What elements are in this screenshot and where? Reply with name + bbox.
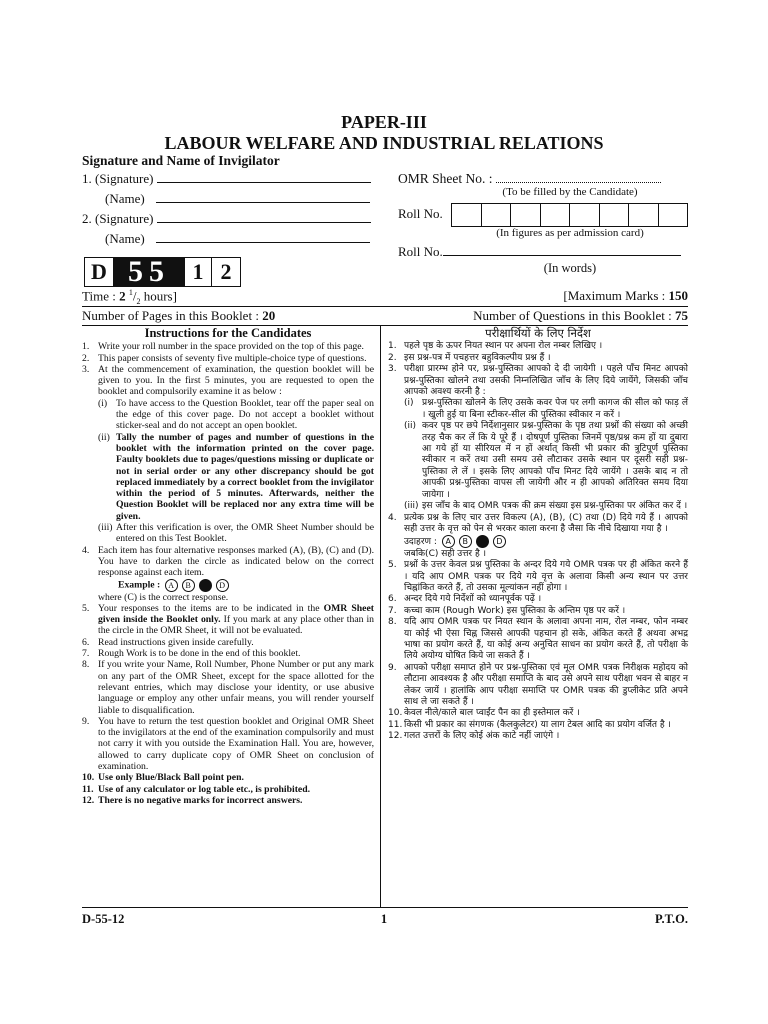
exam-time: Time : 2 $^1/_2$ hours] [82, 288, 177, 306]
paper-title: PAPER-III [341, 112, 427, 132]
pages-count: Number of Pages in this Booklet : 20 [82, 308, 276, 323]
code-series: D [85, 258, 114, 286]
instruction-5: 5. Your responses to the items are to be indicated in the OMR Sheet given inside the Booklet only. If you mark at any place other than in the circle in the OMR Sheet, it will not be evaluated. [82, 602, 374, 637]
instructions-english-heading: Instructions for the Candidates [144, 326, 312, 340]
roll-number-boxes[interactable] [451, 203, 688, 227]
instruction-8: 8. If you write your Name, Roll Number, Phone Number or put any mark on any part of the OMR Sheet, except for the space allotted for the relevant entries, which may disclose your identity, or use abusive language or employ any other unfair means, you will render yourself liable to disqualification. [82, 659, 374, 716]
subject-title: LABOUR WELFARE AND INDUSTRIAL RELATIONS [164, 133, 604, 153]
hindi-instruction-6: 6. अन्दर दिये गये निर्देशों को ध्यानपूर्वक पढ़ें । [388, 594, 542, 605]
hindi-instruction-8: 8. यदि आप OMR पत्रक पर नियत स्थान के अलावा अपना नाम, रोल नम्बर, फोन नम्बर या कोई भी ऐसा चिह्न जिससे आपकी पहचान हो सके, अंकित करते हैं अथवा अभद्र भाषा का प्रयोग करते हैं, या कोई अन्य अनुचित साधन का प्रयोग करते हैं, तो परीक्षा के लिये अयोग्य घोषित किये जा सकते हैं । [388, 617, 688, 662]
instruction-4: 4. Each item has four alternative responses marked (A), (B), (C) and (D). You have to darken the circle as indicated below on the correct response against each item. Example : A B D where (C) is the correct response. [82, 544, 374, 603]
hindi-instruction-9: 9. आपको परीक्षा समाप्त होने पर प्रश्न-पुस्तिका एवं मूल OMR पत्रक निरीक्षक महोदय को लौटाना आवश्यक है और परीक्षा समाप्ति के बाद उसे अपने साथ परीक्षा भवन से बाहर न लेकर जायें । हालांकि आप परीक्षा समाप्ति पर OMR पत्रक की डुप्लीकेट प्रति अपने साथ ले जा सकते हैं । [388, 662, 688, 707]
instruction-9: 9. You have to return the test question booklet and Original OMR Sheet to the invigilators at the end of the examination compulsorily and must not carry it with you outside the Examination Hall. You are, however, allowed to carry duplicate copy of OMR Sheet on conclusion of examination. [82, 715, 374, 772]
instructions-english [82, 328, 374, 806]
instruction-1: 1. Write your roll number in the space provided on the top of this page. [82, 341, 364, 353]
hindi-instruction-3-iii: (iii) इस जाँच के बाद OMR पत्रक की क्रम संख्या इस प्रश्न-पुस्तिका पर अंकित कर दें । [404, 501, 688, 512]
roll-number-label: Roll No. [398, 206, 443, 221]
instruction-7: 7. Rough Work is to be done in the end of this booklet. [82, 648, 301, 660]
pto-label: P.T.O. [655, 912, 688, 926]
hindi-instruction-5: 5. प्रश्नों के उत्तर केवल प्रश्न पुस्तिका के अन्दर दिये गये OMR पत्रक पर ही अंकित करने हैं । यदि आप OMR पत्रक पर दिये गये वृत्त के अलावा किसी अन्य स्थान पर उत्तर चिह्नांकित करते हैं, तो उसका मूल्यांकन नहीं होगा । [388, 560, 688, 593]
instruction-3-ii: (ii) Tally the number of pages and number of questions in the booklet with the information printed on the cover page. Faulty booklets due to pages/questions missing or duplicate or not in serial order or any other discrepancy should be got replaced immediately by a correct booklet from the invigilator within the period of 5 minutes. Afterwards, neither the Question Booklet will be replaced nor any extra time will be given. [98, 431, 374, 522]
omr-sheet-number: OMR Sheet No. : [398, 171, 661, 187]
roll-words-note: (In words) [543, 261, 597, 275]
hindi-instruction-3: 3. परीक्षा प्रारम्भ होने पर, प्रश्न-पुस्तिका आपको दे दी जायेगी । पहले पाँच मिनट आपको प्रश्न-पुस्तिका खोलने तथा उसकी निम्नलिखित जाँच के लिए दिये जायेंगे, जिसकी जाँच आपको अवश्य करनी है : (i) प्रश्न-पुस्तिका खोलने के लिए उसके कवर पेज पर लगी कागज की सील को फाड़ लें । खुली हुई या बिना स्टीकर-सील की पुस्तिका स्वीकार न करें । (ii) कवर पृष्ठ पर छपे निर्देशानुसार प्रश्न-पुस्तिका के पृष्ठ तथा प्रश्नों की संख्या को अच्छी तरह चैक कर लें कि ये पूरे हैं । दोषपूर्ण पुस्तिका जिनमें पृष्ठ/प्रश्न कम हों या दुबारा आ गये हों या सीरियल में न हों अर्थात् किसी भी प्रकार की त्रुटिपूर्ण पुस्तिका स्वीकार न करें तथा उसी समय उसे लौटाकर उसके स्थान पर दूसरी सही प्रश्न-पुस्तिका ले लें । इसके लिए आपको पाँच मिनट दिये जायेंगे । उसके बाद न तो आपकी प्रश्न-पुस्तिका वापस ली जायेगी और न ही आपको अतिरिक्त समय दिया जायेगा । (iii) इस जाँच के बाद OMR पत्रक की क्रम संख्या इस प्रश्न-पुस्तिका पर अंकित कर दें । [388, 364, 688, 512]
instructions-hindi [388, 328, 688, 743]
omr-note: (To be filled by the Candidate) [502, 186, 638, 198]
instructions-hindi-heading: परीक्षार्थियों के लिए निर्देश [485, 326, 591, 340]
hindi-option-d-circle: D [493, 535, 506, 548]
hindi-instruction-3-i: (i) प्रश्न-पुस्तिका खोलने के लिए उसके कवर पेज पर लगी कागज की सील को फाड़ लें । खुली हुई या बिना स्टीकर-सील की पुस्तिका स्वीकार न करें । [404, 398, 688, 420]
hindi-instruction-2: 2. इस प्रश्न-पत्र में पचहत्तर बहुविकल्पीय प्रश्न हैं । [388, 352, 551, 363]
instruction-10: 10. Use only Blue/Black Ball point pen. [82, 772, 244, 784]
instruction-2: 2. This paper consists of seventy five multiple-choice type of questions. [82, 352, 367, 364]
option-b-circle: B [182, 579, 195, 592]
instruction-12: 12. There is no negative marks for incorrect answers. [82, 794, 303, 806]
hindi-instruction-11: 11. किसी भी प्रकार का संगणक (कैलकुलेटर) या लाग टेबल आदि का प्रयोग वर्जित है । [388, 719, 671, 730]
instruction-3: 3. At the commencement of examination, the question booklet will be given to you. In the first 5 minutes, you are requested to open the booklet and compulsorily examine it as below : (i) To have access to the Question Booklet, tear off the paper seal on the edge of this cover page. Do not accept a booklet without sticker-seal and do not accept an open booklet. (ii) Tally the number of pages and number of questions in the booklet with the information printed on the cover page. Faulty booklets due to pages/questions missing or duplicate or not in serial order or any other discrepancy should be got replaced immediately by a correct booklet from the invigilator within the period of 5 minutes. Afterwards, neither the Question Booklet will be replaced nor any extra time will be given. (iii) After this verification is over, the OMR Sheet Number should be entered on this Test Booklet. [82, 363, 374, 545]
instruction-6: 6. Read instructions given inside carefully. [82, 636, 254, 648]
divider-top [82, 306, 688, 307]
code-year-1: 1 [185, 258, 212, 286]
code-year-2: 2 [220, 259, 232, 284]
hindi-instruction-10: 10. केवल नीले/काले बाल प्वाईंट पैन का ही इस्तेमाल करें । [388, 708, 580, 719]
invigilator-1-signature: 1. (Signature) [82, 171, 371, 187]
invigilator-2-name: (Name) [105, 231, 370, 247]
hindi-instruction-3-ii: (ii) कवर पृष्ठ पर छपे निर्देशानुसार प्रश्न-पुस्तिका के पृष्ठ तथा प्रश्नों की संख्या को अच्छी तरह चैक कर लें कि ये पूरे हैं । दोषपूर्ण पुस्तिका जिनमें पृष्ठ/प्रश्न कम हों या दुबारा आ गये हों या सीरियल में न हों अर्थात् किसी भी प्रकार की त्रुटिपूर्ण पुस्तिका स्वीकार न करें तथा उसी समय उसे लौटाकर उसके स्थान पर दूसरी सही प्रश्न-पुस्तिका ले लें । इसके लिए आपको पाँच मिनट दिये जायेंगे । उसके बाद न तो आपकी प्रश्न-पुस्तिका वापस ली जायेगी और न ही आपको अतिरिक्त समय दिया जायेगा । [404, 421, 688, 500]
roll-number-note: (In figures as per admission card) [496, 227, 644, 239]
paper-code-box [84, 257, 241, 287]
example-row: Example : A B D [98, 579, 374, 592]
instruction-11: 11. Use of any calculator or log table etc., is prohibited. [82, 783, 311, 795]
column-divider [380, 325, 381, 907]
hindi-instruction-7: 7. कच्चा काम (Rough Work) इस पुस्तिका के अन्तिम पृष्ठ पर करें । [388, 605, 626, 616]
hindi-instruction-1: 1. पहले पृष्ठ के ऊपर नियत स्थान पर अपना रोल नम्बर लिखिए । [388, 341, 603, 352]
hindi-option-b-circle: B [459, 535, 472, 548]
hindi-option-a-circle: A [442, 535, 455, 548]
hindi-option-c-filled-circle [476, 535, 489, 548]
code-paper-number: 55 [114, 258, 185, 286]
hindi-instruction-4: 4. प्रत्येक प्रश्न के लिए चार उत्तर विकल्प (A), (B), (C) तथा (D) दिये गये हैं । आपको सही उत्तर के वृत्त को पेन से भरकर काला करना है जैसा कि नीचे दिखाया गया है । उदाहरण : A B D जबकि(C) सही उत्तर है । [388, 512, 688, 559]
invigilator-heading: Signature and Name of Invigilator [82, 153, 280, 168]
invigilator-1-name: (Name) [105, 191, 370, 207]
max-marks: [Maximum Marks : 150 [563, 288, 688, 303]
hindi-instruction-12: 12. गलत उत्तरों के लिए कोई अंक काटे नहीं जाएंगे । [388, 731, 560, 742]
hindi-example-row: उदाहरण : A B D [404, 535, 688, 548]
roll-number-words: Roll No. [398, 244, 681, 260]
page-number: 1 [380, 912, 388, 926]
footer-code: D-55-12 [82, 912, 125, 926]
option-c-filled-circle [199, 579, 212, 592]
questions-count: Number of Questions in this Booklet : 75 [473, 308, 688, 323]
option-a-circle: A [165, 579, 178, 592]
instruction-3-iii: (iii) After this verification is over, the OMR Sheet Number should be entered on this Test Booklet. [98, 522, 374, 545]
invigilator-2-signature: 2. (Signature) [82, 211, 371, 227]
option-d-circle: D [216, 579, 229, 592]
divider-bottom [82, 907, 688, 908]
instruction-3-i: (i) To have access to the Question Booklet, tear off the paper seal on the edge of this cover page. Do not accept a booklet without sticker-seal and do not accept an open booklet. [98, 397, 374, 432]
